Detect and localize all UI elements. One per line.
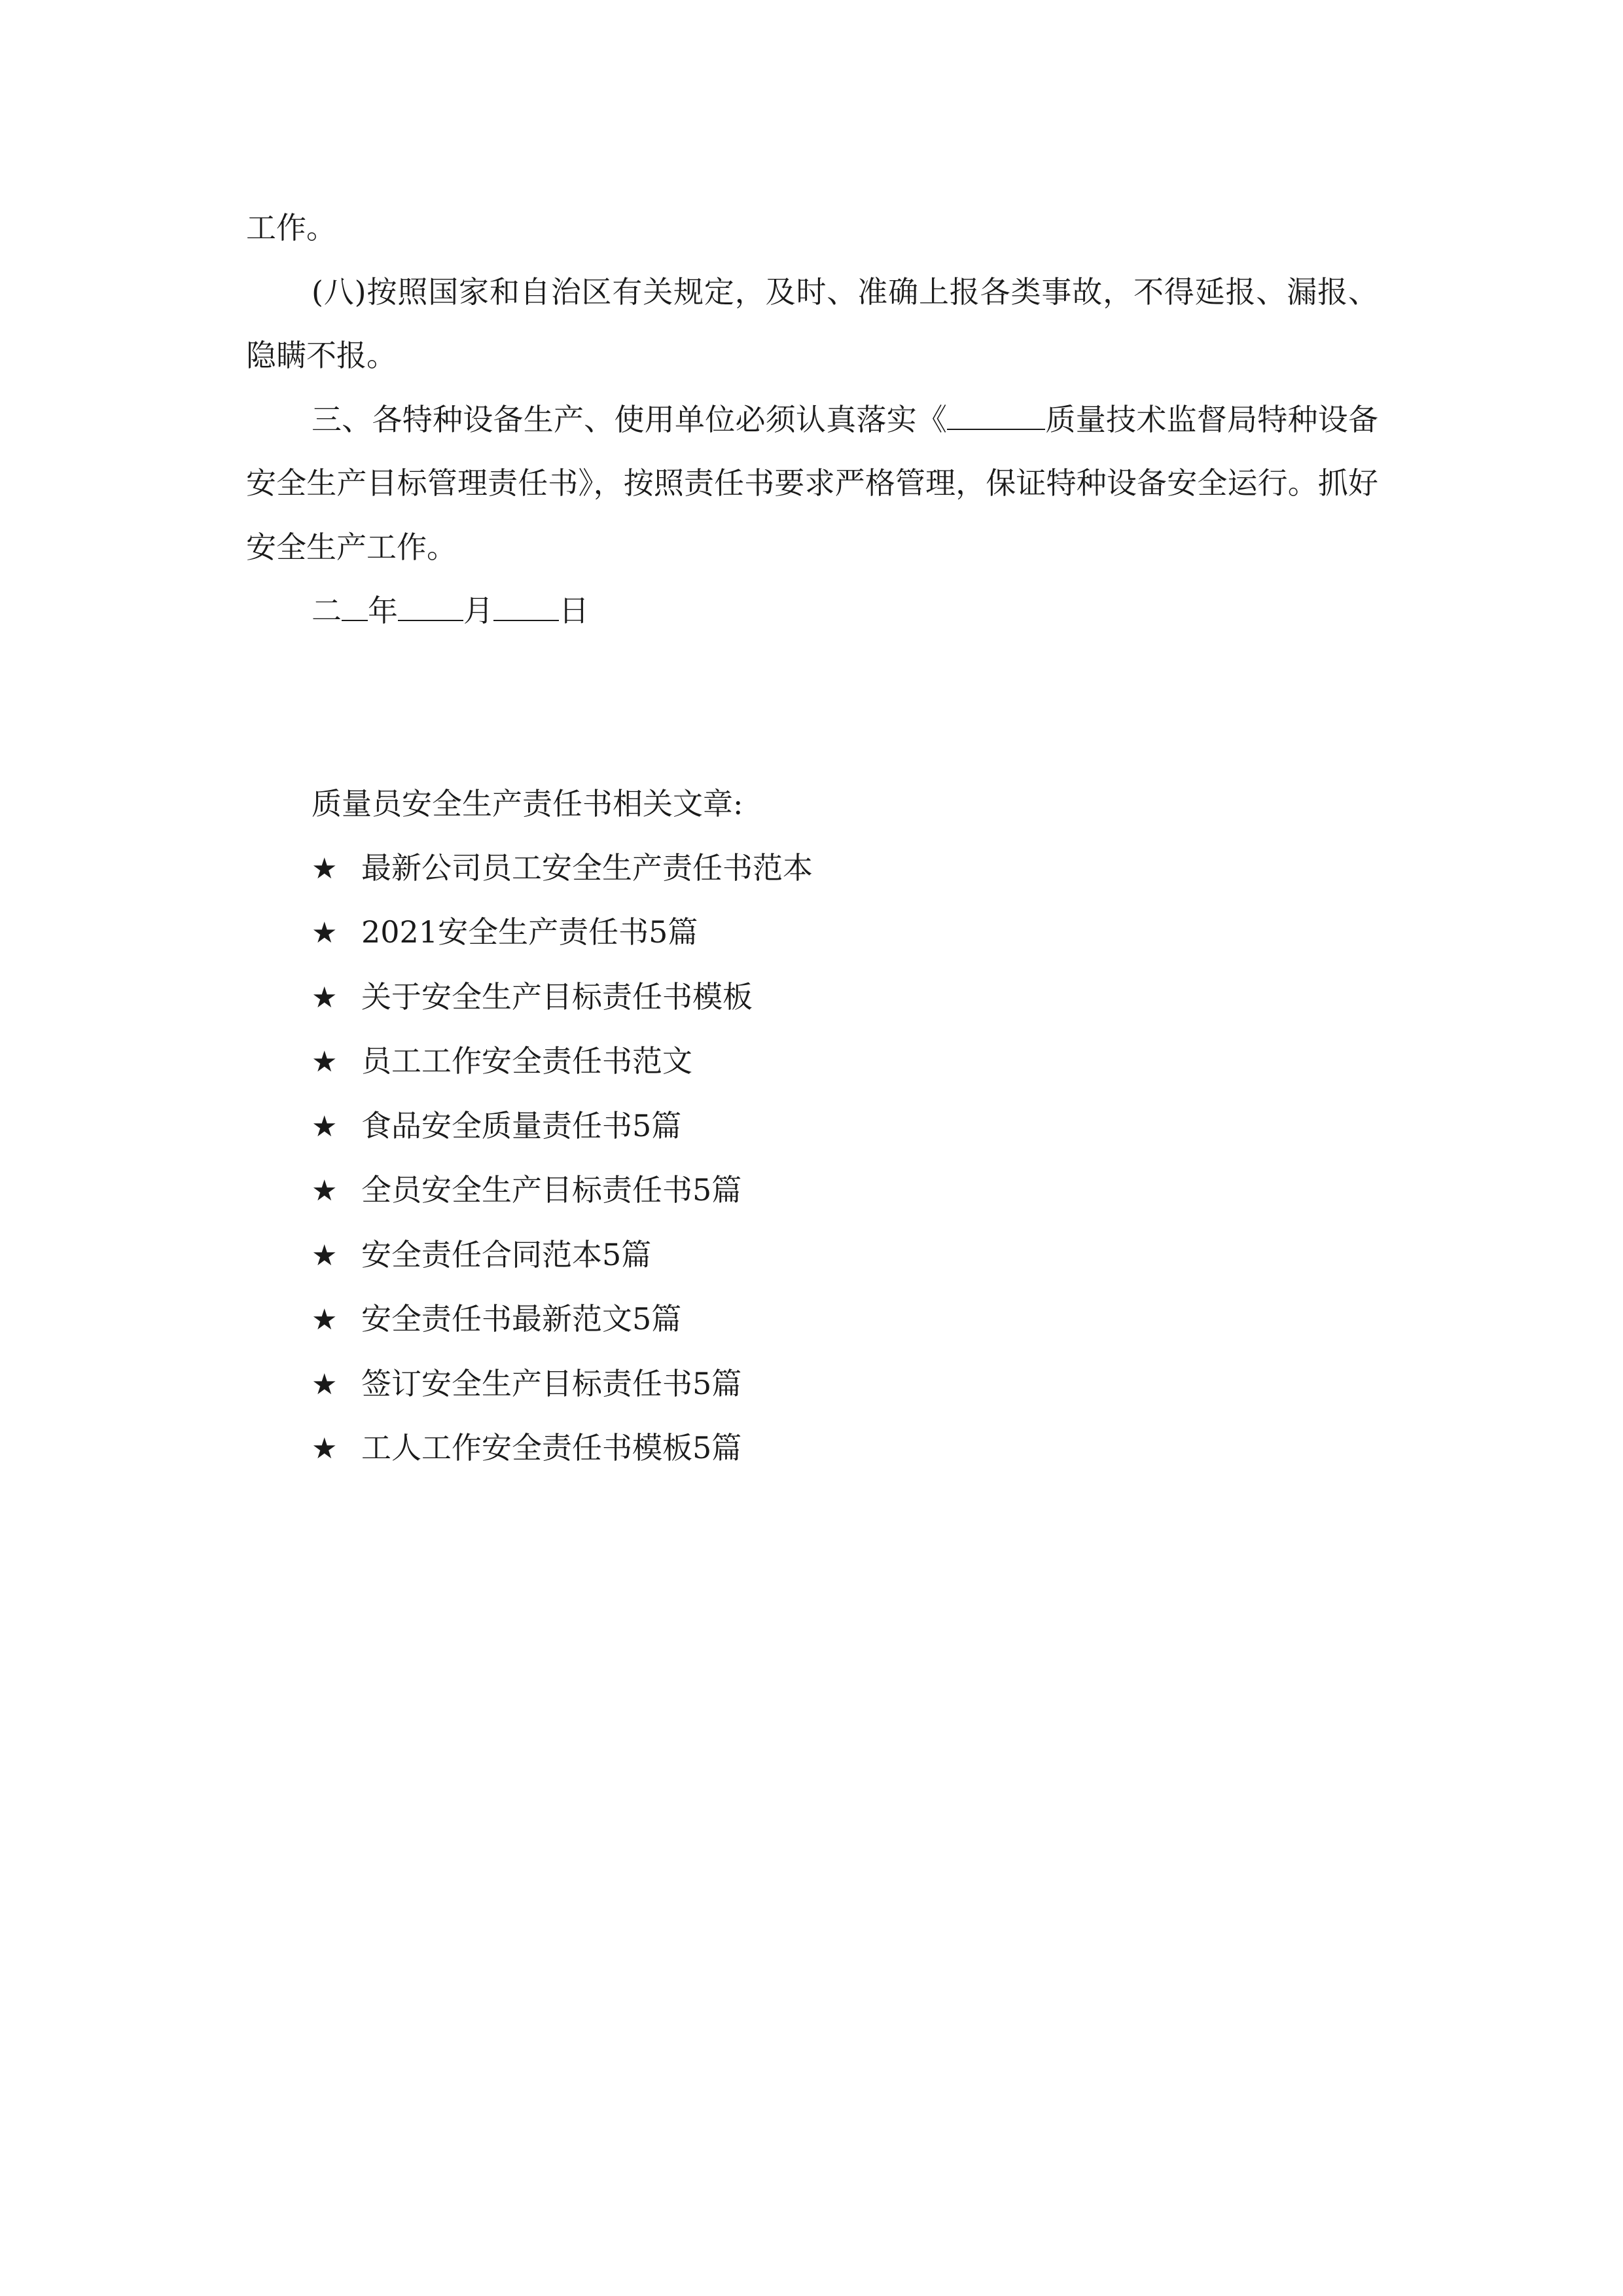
star-icon: ★ bbox=[312, 852, 338, 886]
related-article-title[interactable]: 2021安全生产责任书5篇 bbox=[361, 914, 698, 950]
star-icon: ★ bbox=[312, 1109, 338, 1143]
document-body bbox=[246, 196, 1378, 643]
related-article-title[interactable]: 安全责任书最新范文5篇 bbox=[361, 1301, 682, 1336]
paragraph-section-three-end: 质量技术监督局特种设备安全生产目标管理责任书》，按照责任书要求严格管理，保证特种设备安全运行。抓好安全生产工作。 bbox=[246, 401, 1378, 565]
year-blank bbox=[342, 595, 368, 621]
related-article-title[interactable]: 签订安全生产目标责任书5篇 bbox=[361, 1365, 742, 1401]
star-icon: ★ bbox=[312, 1303, 338, 1336]
related-article-link[interactable] bbox=[312, 1030, 1359, 1094]
related-article-link[interactable] bbox=[312, 1352, 1359, 1417]
day-blank bbox=[493, 595, 559, 621]
star-icon: ★ bbox=[312, 1367, 338, 1401]
related-article-link[interactable] bbox=[312, 1158, 1359, 1223]
fill-in-blank bbox=[947, 404, 1045, 430]
related-article-link[interactable] bbox=[312, 1094, 1359, 1159]
star-icon: ★ bbox=[312, 1174, 338, 1208]
star-icon: ★ bbox=[312, 1238, 338, 1272]
related-article-title[interactable]: 员工工作安全责任书范文 bbox=[361, 1043, 692, 1079]
month-blank bbox=[398, 595, 463, 621]
related-article-link[interactable] bbox=[312, 901, 1359, 965]
related-article-link[interactable] bbox=[312, 1416, 1359, 1481]
related-article-title[interactable]: 关于安全生产目标责任书模板 bbox=[361, 978, 753, 1014]
related-articles-list bbox=[312, 836, 1359, 1481]
related-article-link[interactable] bbox=[312, 1223, 1359, 1288]
star-icon: ★ bbox=[312, 1045, 338, 1079]
related-article-title[interactable]: 工人工作安全责任书模板5篇 bbox=[361, 1430, 742, 1465]
related-article-title[interactable]: 最新公司员工安全生产责任书范本 bbox=[361, 850, 813, 886]
date-month-label: 月 bbox=[463, 593, 493, 628]
star-icon: ★ bbox=[312, 1432, 338, 1465]
date-prefix: 二 bbox=[312, 593, 342, 628]
related-article-link[interactable] bbox=[312, 965, 1359, 1030]
related-article-link[interactable] bbox=[312, 836, 1359, 901]
star-icon: ★ bbox=[312, 980, 338, 1014]
date-year-label: 年 bbox=[368, 593, 398, 628]
date-line bbox=[246, 579, 1378, 643]
related-articles bbox=[312, 772, 1359, 1481]
related-article-title[interactable]: 全员安全生产目标责任书5篇 bbox=[361, 1172, 742, 1208]
related-article-title[interactable]: 安全责任合同范本5篇 bbox=[361, 1236, 652, 1272]
paragraph-section-three-start: 三、各特种设备生产、使用单位必须认真落实《 bbox=[312, 401, 948, 437]
related-article-link[interactable] bbox=[312, 1287, 1359, 1352]
paragraph-item-eight: (八)按照国家和自治区有关规定，及时、准确上报各类事故，不得延报、漏报、隐瞒不报。 bbox=[246, 274, 1378, 373]
related-article-title[interactable]: 食品安全质量责任书5篇 bbox=[361, 1107, 682, 1143]
star-icon: ★ bbox=[312, 916, 338, 950]
paragraph-section-three bbox=[246, 388, 1378, 580]
related-articles-heading: 质量员安全生产责任书相关文章: bbox=[312, 786, 743, 821]
date-day-label: 日 bbox=[559, 593, 589, 628]
paragraph-continuation: 工作。 bbox=[246, 210, 336, 245]
